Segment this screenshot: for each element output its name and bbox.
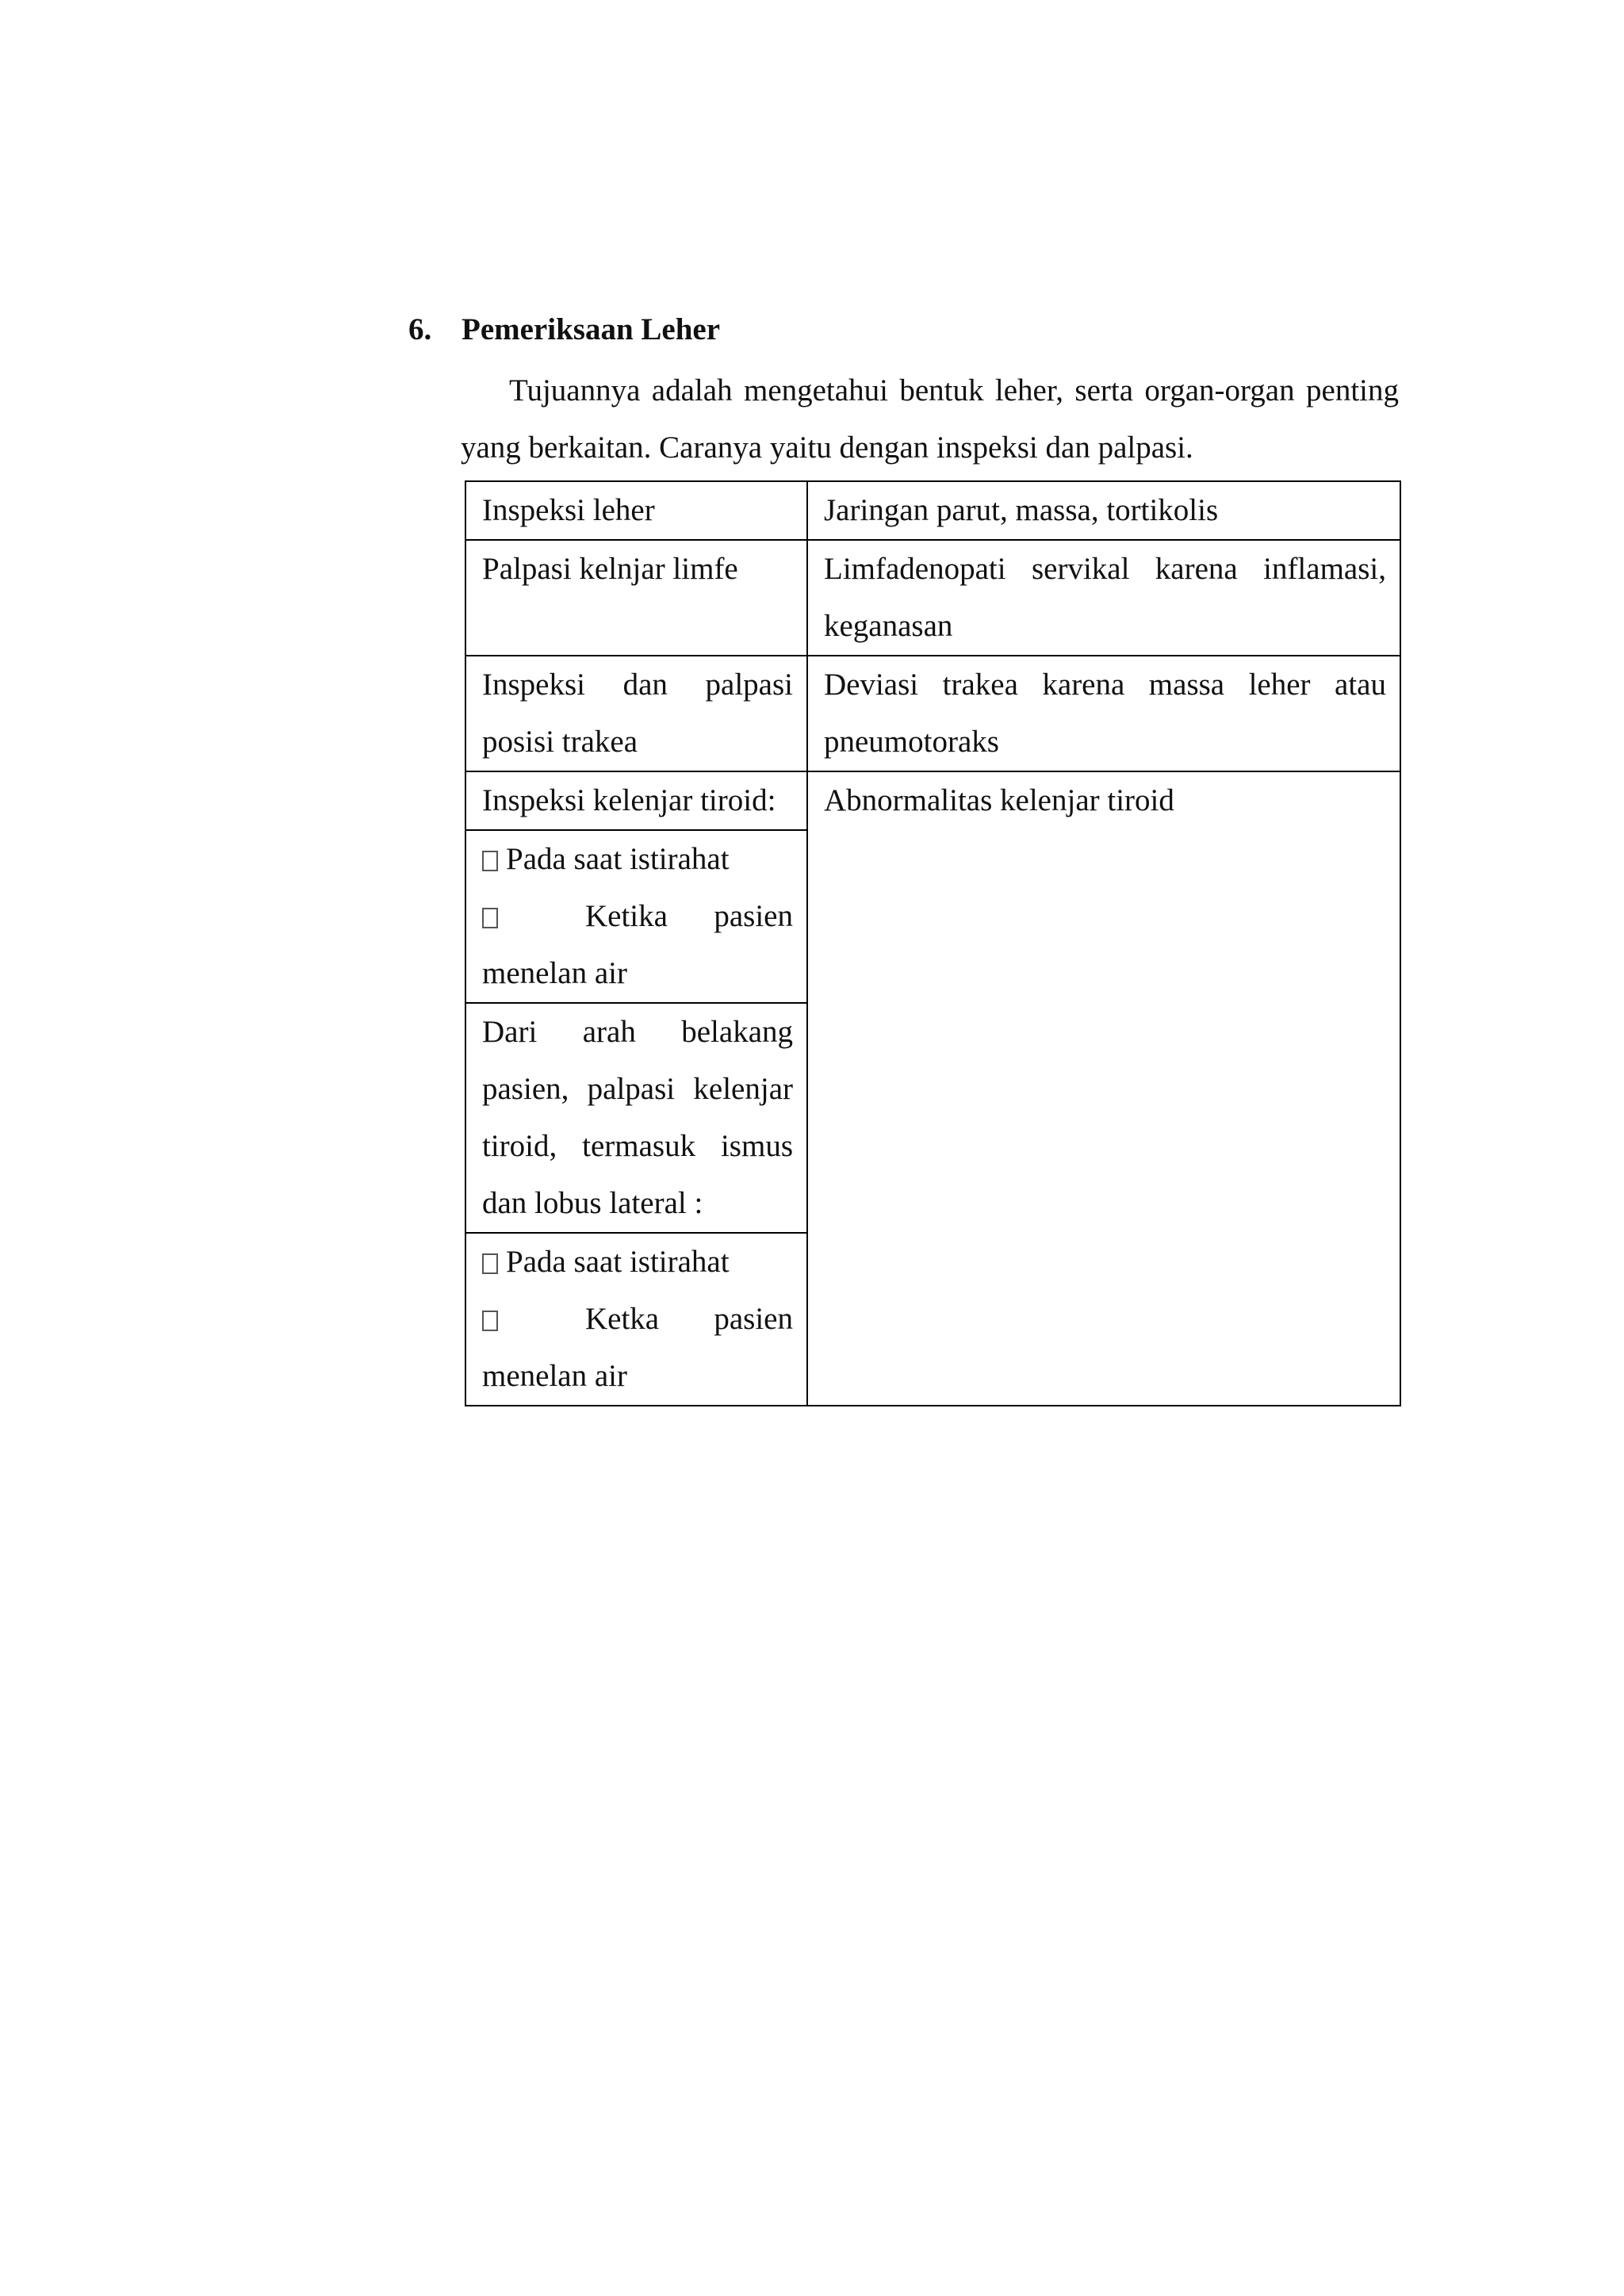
finding-cell: Jaringan parut, massa, tortikolis [807,481,1400,540]
bullet-text: Pada saat istirahat [506,1245,730,1279]
finding-cell: Abnormalitas kelenjar tiroid [807,771,1400,1406]
table-row [465,656,1400,771]
bullet-item [482,888,793,945]
bullet-item [482,831,793,888]
finding-cell: Deviasi trakea karena massa leher atau pneumotoraks [807,656,1400,771]
bullet-text: Pada saat istirahat [506,842,730,876]
table-row [465,481,1400,540]
bullet-continuation: menelan air [482,956,627,990]
bullet-box-icon [482,851,498,871]
bullet-box-icon [482,1311,498,1331]
intro-text: Tujuannya adalah mengetahui bentuk leher, serta organ-organ penting yang berkaitan. Caranya yaitu dengan inspeksi dan palpasi. [461,373,1399,465]
bullet-box-icon [482,1253,498,1274]
table-row [465,540,1400,656]
section-heading [408,305,720,353]
bullet-text: Ketka pasien [585,1302,793,1336]
table-row [465,771,1400,830]
procedure-bullets-cell [465,830,807,1003]
intro-paragraph [461,362,1399,476]
bullet-item [482,1291,793,1348]
procedure-cell: Dari arah belakang pasien, palpasi kelenjar tiroid, termasuk ismus dan lobus lateral : [465,1003,807,1233]
section-title: Pemeriksaan Leher [462,312,721,346]
procedure-cell: Inspeksi leher [465,481,807,540]
bullet-box-icon [482,908,498,928]
section-number: 6. [408,312,432,346]
finding-cell: Limfadenopati servikal karena inflamasi, keganasan [807,540,1400,656]
procedure-cell: Inspeksi kelenjar tiroid: [465,771,807,830]
procedure-cell: Inspeksi dan palpasi posisi trakea [465,656,807,771]
procedure-cell: Palpasi kelnjar limfe [465,540,807,656]
neck-exam-table [465,480,1401,1406]
bullet-continuation: menelan air [482,1359,627,1393]
procedure-bullets-cell [465,1233,807,1406]
bullet-text: Ketika pasien [585,899,793,933]
bullet-item [482,1234,793,1291]
